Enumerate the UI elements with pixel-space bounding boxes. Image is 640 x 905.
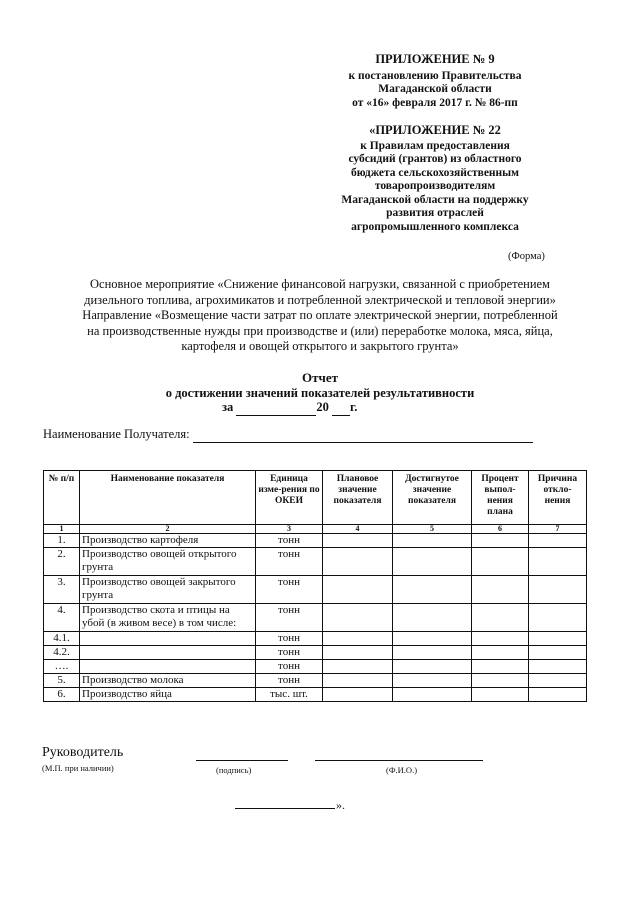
reason-cell[interactable]	[529, 604, 587, 632]
row-number: 3.	[44, 576, 80, 604]
period-year-blank[interactable]	[332, 400, 350, 416]
appendix-22-title: «ПРИЛОЖЕНИЕ № 22	[369, 123, 501, 137]
planned-cell[interactable]	[323, 576, 393, 604]
report-subtitle: о достижении значений показателей результативности	[165, 386, 475, 400]
appendix-22-line: бюджета сельскохозяйственным	[351, 166, 519, 179]
fio-caption: (Ф.И.О.)	[386, 765, 418, 775]
planned-cell[interactable]	[323, 632, 393, 646]
appendix-22-line: Магаданской области на поддержку	[341, 193, 529, 206]
achieved-cell[interactable]	[393, 632, 472, 646]
row-unit: тонн	[256, 576, 323, 604]
form-label: (Форма)	[508, 251, 545, 262]
table-row	[44, 688, 587, 702]
table-row	[44, 660, 587, 674]
percent-cell[interactable]	[472, 688, 529, 702]
intro-line: дизельного топлива, агрохимикатов и потребленной электрической и тепловой энергии»	[84, 292, 556, 307]
column-number-row	[44, 525, 587, 534]
col-number: 7	[529, 525, 587, 534]
col-header: Наименование показателя	[80, 471, 256, 525]
intro-line: на производственные нужды при производстве и (или) переработке молока, мяса, яйца,	[87, 323, 553, 338]
appendix-22-block	[300, 124, 570, 234]
col-header: Достигнутое значение показателя	[393, 471, 472, 525]
row-name: Производство овощей закрытого грунта	[80, 576, 256, 604]
achieved-cell[interactable]	[393, 534, 472, 548]
row-unit: тонн	[256, 534, 323, 548]
planned-cell[interactable]	[323, 604, 393, 632]
reason-cell[interactable]	[529, 576, 587, 604]
col-number: 1	[44, 525, 80, 534]
appendix-9-block	[300, 53, 570, 110]
seal-note: (М.П. при наличии)	[42, 763, 114, 773]
planned-cell[interactable]	[323, 688, 393, 702]
percent-cell[interactable]	[472, 660, 529, 674]
col-number: 5	[393, 525, 472, 534]
percent-cell[interactable]	[472, 604, 529, 632]
row-number: 6.	[44, 688, 80, 702]
col-header: № п/п	[44, 471, 80, 525]
row-name: Производство молока	[80, 674, 256, 688]
row-name[interactable]	[80, 632, 256, 646]
row-number: 2.	[44, 548, 80, 576]
table-row	[44, 548, 587, 576]
period-blank[interactable]	[236, 400, 316, 416]
row-name[interactable]	[80, 646, 256, 660]
percent-cell[interactable]	[472, 674, 529, 688]
percent-cell[interactable]	[472, 548, 529, 576]
reason-cell[interactable]	[529, 688, 587, 702]
row-number: 4.1.	[44, 632, 80, 646]
achieved-cell[interactable]	[393, 576, 472, 604]
date-suffix: ».	[336, 798, 345, 812]
recipient-blank[interactable]	[193, 427, 533, 443]
appendix-9-line: Магаданской области	[378, 83, 492, 95]
achieved-cell[interactable]	[393, 646, 472, 660]
row-name: Производство скота и птицы на убой (в живом весе) в том числе:	[80, 604, 256, 632]
row-unit: тонн	[256, 660, 323, 674]
period-year: 20	[316, 400, 329, 414]
table-row	[44, 604, 587, 632]
reason-cell[interactable]	[529, 660, 587, 674]
appendix-22-line: товаропроизводителям	[374, 180, 496, 192]
achieved-cell[interactable]	[393, 548, 472, 576]
row-number: 4.	[44, 604, 80, 632]
planned-cell[interactable]	[323, 548, 393, 576]
row-number: ….	[44, 660, 80, 674]
row-name: Производство яйца	[80, 688, 256, 702]
report-period	[222, 400, 357, 416]
reason-cell[interactable]	[529, 632, 587, 646]
percent-cell[interactable]	[472, 576, 529, 604]
col-header: Процент выпол-нения плана	[472, 471, 529, 525]
intro-paragraph	[40, 277, 600, 355]
table-row	[44, 632, 587, 646]
date-line[interactable]	[235, 808, 335, 809]
percent-cell[interactable]	[472, 632, 529, 646]
col-number: 4	[323, 525, 393, 534]
signature-line[interactable]	[196, 760, 288, 761]
period-suffix: г.	[350, 400, 358, 414]
planned-cell[interactable]	[323, 674, 393, 688]
reason-cell[interactable]	[529, 646, 587, 660]
row-name[interactable]	[80, 660, 256, 674]
appendix-9-title: ПРИЛОЖЕНИЕ № 9	[375, 52, 495, 66]
appendix-9-line: к постановлению Правительства	[348, 69, 522, 82]
reason-cell[interactable]	[529, 534, 587, 548]
intro-line: картофеля и овощей открытого и закрытого грунта»	[181, 339, 459, 353]
row-number: 4.2.	[44, 646, 80, 660]
percent-cell[interactable]	[472, 646, 529, 660]
row-number: 1.	[44, 534, 80, 548]
signature-caption: (подпись)	[216, 765, 252, 775]
report-title: Отчет	[302, 370, 338, 385]
col-header: Причина откло-нения	[529, 471, 587, 525]
appendix-22-line: к Правилам предоставления	[360, 139, 510, 152]
appendix-22-line: агропромышленного комплекса	[351, 220, 519, 233]
period-prefix: за	[222, 400, 234, 414]
row-name: Производство овощей открытого грунта	[80, 548, 256, 576]
row-unit: тонн	[256, 548, 323, 576]
appendix-22-line: развития отраслей	[386, 207, 484, 219]
recipient-row	[43, 427, 533, 443]
intro-line: Направление «Возмещение части затрат по оплате электрической энергии, потребленной	[82, 308, 558, 322]
table-row	[44, 646, 587, 660]
fio-line[interactable]	[315, 760, 483, 761]
achieved-cell[interactable]	[393, 604, 472, 632]
table-header-row	[44, 471, 587, 525]
col-header: Единица изме-рения по ОКЕИ	[256, 471, 323, 525]
percent-cell[interactable]	[472, 534, 529, 548]
planned-cell[interactable]	[323, 534, 393, 548]
row-unit: тонн	[256, 604, 323, 632]
reason-cell[interactable]	[529, 548, 587, 576]
appendix-22-line: субсидий (грантов) из областного	[348, 153, 522, 165]
row-unit: тонн	[256, 674, 323, 688]
table-row	[44, 534, 587, 548]
table-row	[44, 576, 587, 604]
achieved-cell[interactable]	[393, 660, 472, 674]
table-row	[44, 674, 587, 688]
col-number: 2	[80, 525, 256, 534]
col-header: Плановое значение показателя	[323, 471, 393, 525]
row-unit: тыс. шт.	[256, 688, 323, 702]
row-unit: тонн	[256, 646, 323, 660]
planned-cell[interactable]	[323, 646, 393, 660]
row-number: 5.	[44, 674, 80, 688]
reason-cell[interactable]	[529, 674, 587, 688]
planned-cell[interactable]	[323, 660, 393, 674]
indicators-table	[43, 470, 587, 702]
achieved-cell[interactable]	[393, 674, 472, 688]
head-label: Руководитель	[42, 745, 124, 760]
appendix-9-line: от «16» февраля 2017 г. № 86-пп	[352, 96, 518, 109]
recipient-label: Наименование Получателя:	[43, 427, 190, 441]
col-number: 6	[472, 525, 529, 534]
row-unit: тонн	[256, 632, 323, 646]
col-number: 3	[256, 525, 323, 534]
intro-line: Основное мероприятие «Снижение финансовой нагрузки, связанной с приобретением	[90, 277, 550, 291]
achieved-cell[interactable]	[393, 688, 472, 702]
row-name: Производство картофеля	[80, 534, 256, 548]
